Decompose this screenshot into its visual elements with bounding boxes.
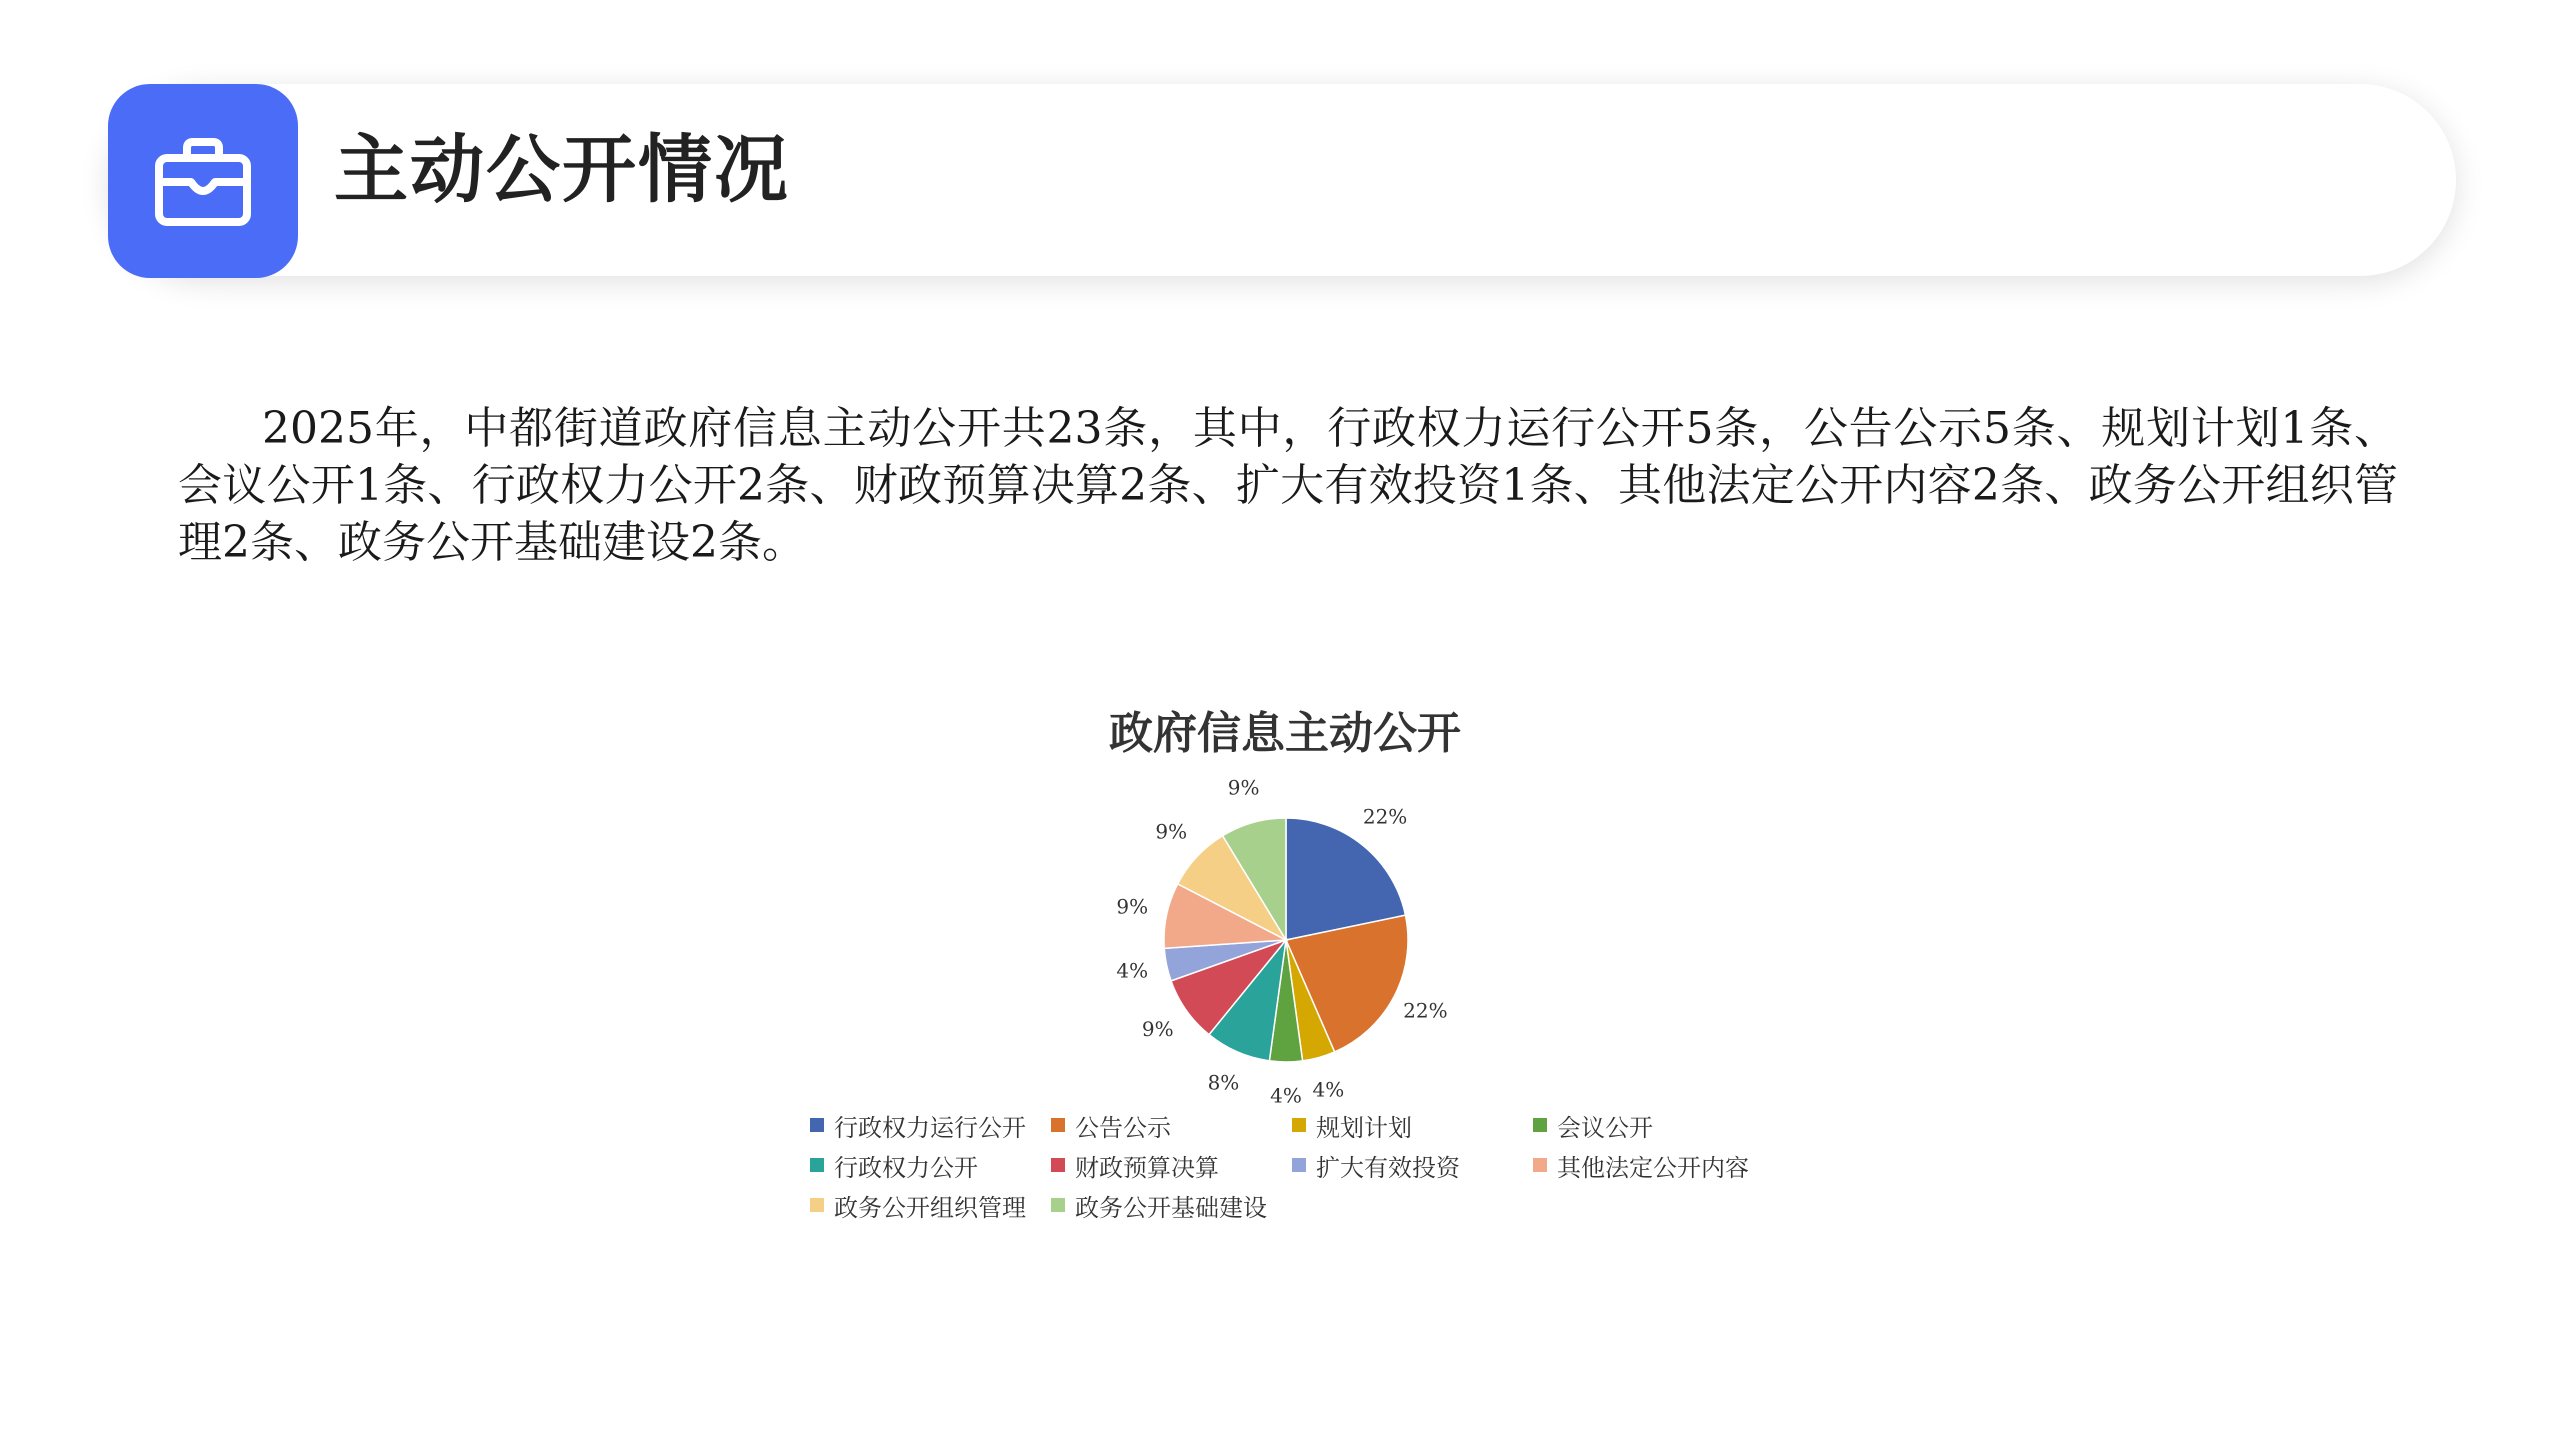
page-title: 主动公开情况 (334, 127, 790, 213)
legend-swatch (810, 1198, 824, 1212)
data-label: 9% (1141, 1017, 1174, 1042)
legend-label: 行政权力公开 (834, 1153, 978, 1182)
legend-item (1051, 1190, 1292, 1220)
legend-swatch (1533, 1158, 1547, 1172)
legend-swatch (810, 1118, 824, 1132)
legend-swatch (1051, 1118, 1065, 1132)
data-label: 4% (1116, 958, 1149, 983)
data-label: 8% (1207, 1070, 1240, 1095)
data-label: 22% (1362, 804, 1408, 829)
legend-label: 财政预算决算 (1075, 1153, 1219, 1182)
legend-item (1292, 1110, 1533, 1140)
legend-label: 政务公开基础建设 (1075, 1193, 1267, 1222)
legend-label: 其他法定公开内容 (1557, 1153, 1749, 1182)
legend-label: 政务公开组织管理 (834, 1193, 1026, 1222)
legend-swatch (810, 1158, 824, 1172)
legend-item (810, 1190, 1051, 1220)
legend-item (1533, 1110, 1790, 1140)
summary-paragraph: 2025年，中都街道政府信息主动公开共23条，其中，行政权力运行公开5条，公告公示5条、规划计划1条、会议公开1条、行政权力公开2条、财政预算决算2条、扩大有效投资1条、其他法定公开内容2条、政务公开组织管理2条、政务公开基础建设2条。 (178, 403, 2398, 568)
legend-swatch (1051, 1198, 1065, 1212)
legend-item (1051, 1150, 1292, 1180)
legend-swatch (1292, 1118, 1306, 1132)
legend-item (1051, 1110, 1292, 1140)
data-label: 22% (1403, 998, 1448, 1023)
chart-title: 政府信息主动公开 (1109, 708, 1461, 759)
data-label: 9% (1227, 775, 1260, 800)
chart-legend (810, 1110, 1790, 1220)
legend-item (1292, 1150, 1533, 1180)
legend-item (810, 1110, 1051, 1140)
legend-label: 行政权力运行公开 (834, 1113, 1026, 1142)
data-label: 4% (1270, 1083, 1302, 1108)
legend-item (1533, 1150, 1790, 1180)
legend-swatch (1292, 1158, 1306, 1172)
data-label: 9% (1155, 819, 1188, 844)
legend-label: 公告公示 (1075, 1113, 1171, 1142)
legend-item (810, 1150, 1051, 1180)
legend-label: 会议公开 (1557, 1113, 1653, 1142)
legend-label: 规划计划 (1316, 1113, 1412, 1142)
data-label: 9% (1116, 894, 1149, 919)
legend-label: 扩大有效投资 (1316, 1153, 1460, 1182)
legend-swatch (1533, 1118, 1547, 1132)
legend-swatch (1051, 1158, 1065, 1172)
data-label: 4% (1312, 1077, 1345, 1102)
